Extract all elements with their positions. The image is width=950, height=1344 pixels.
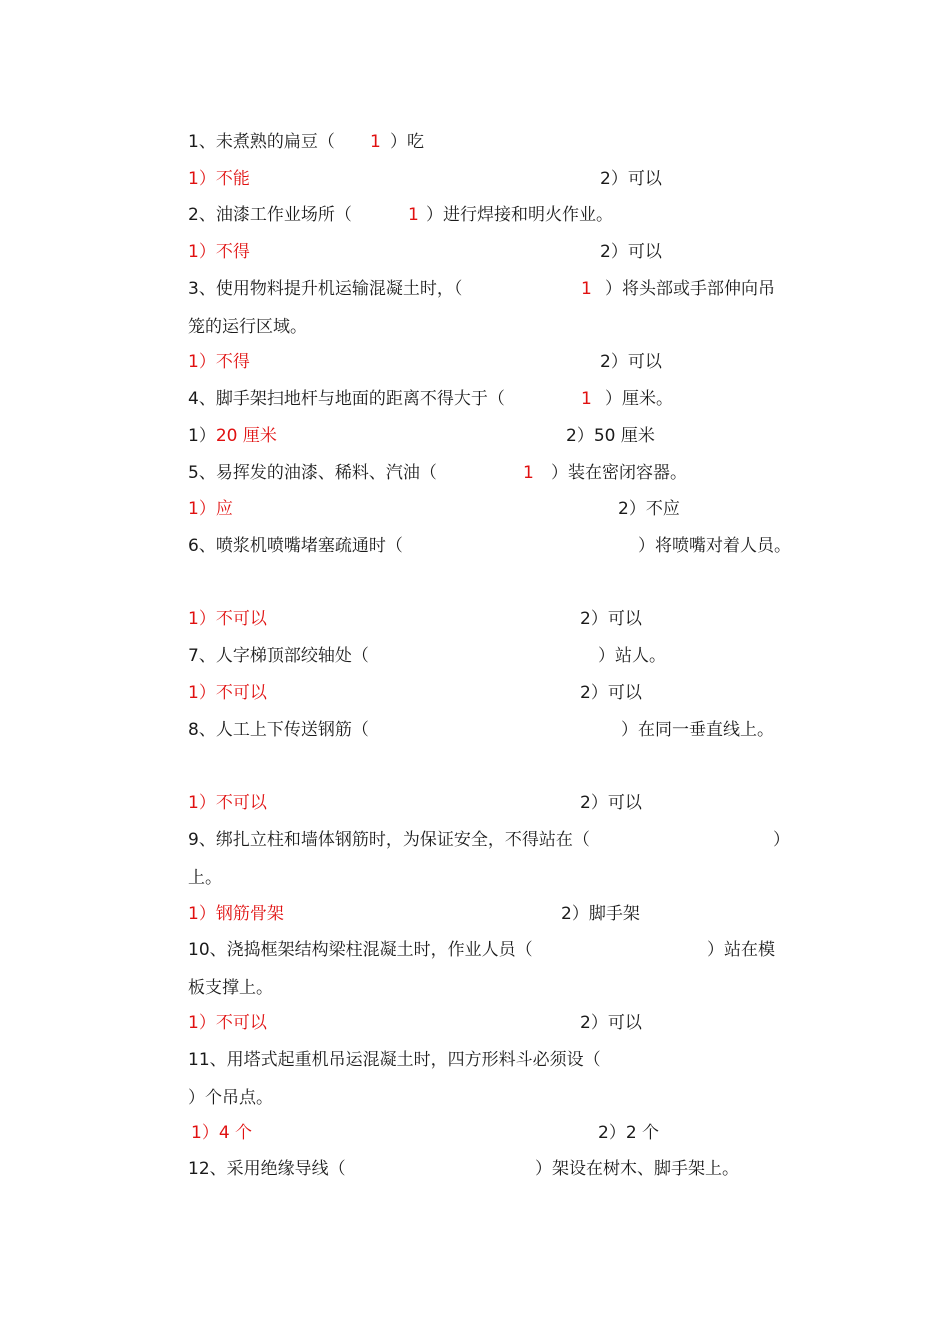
question-5-option-1: 1）应: [188, 499, 233, 519]
question-10-stem: 10、浇捣框架结构梁柱混凝土时，作业人员（: [188, 940, 533, 960]
question-10-continuation: 板支撑上。: [188, 978, 273, 998]
question-5-stem: 5、易挥发的油漆、稀料、汽油（: [188, 463, 437, 483]
question-9-close: ）: [773, 830, 790, 850]
question-6-close: ）将喷嘴对着人员。: [638, 536, 791, 556]
question-2-option-2: 2）可以: [600, 242, 662, 262]
question-3-option-1: 1）不得: [188, 352, 250, 372]
question-3-continuation: 笼的运行区域。: [188, 317, 307, 337]
question-6-option-2: 2）可以: [580, 609, 642, 629]
question-11-option-2: 2）2 个: [598, 1123, 660, 1143]
question-2-option-1: 1）不得: [188, 242, 250, 262]
question-8-option-1: 1）不可以: [188, 793, 267, 813]
question-5-option-2: 2）不应: [618, 499, 680, 519]
question-4-option-1-text: 20 厘米: [215, 426, 277, 446]
question-10-option-2: 2）可以: [580, 1013, 642, 1033]
question-3-answer: 1: [581, 279, 592, 299]
question-12-stem: 12、采用绝缘导线（: [188, 1159, 346, 1179]
question-7-option-2: 2）可以: [580, 683, 642, 703]
question-5-close: ）装在密闭容器。: [551, 463, 687, 483]
question-9-stem: 9、绑扎立柱和墙体钢筋时，为保证安全，不得站在（: [188, 830, 590, 850]
question-7-close: ）站人。: [598, 646, 666, 666]
question-6-stem: 6、喷浆机喷嘴堵塞疏通时（: [188, 536, 403, 556]
question-1-option-2: 2）可以: [600, 169, 662, 189]
question-8-option-2: 2）可以: [580, 793, 642, 813]
question-6-option-1: 1）不可以: [188, 609, 267, 629]
question-11-stem: 11、用塔式起重机吊运混凝土时，四方形料斗必须设（: [188, 1050, 601, 1070]
question-12-close: ）架设在树木、脚手架上。: [535, 1159, 739, 1179]
question-11-continuation: ）个吊点。: [188, 1088, 273, 1108]
question-2-stem: 2、油漆工作业场所（: [188, 205, 352, 225]
question-8-close: ）在同一垂直线上。: [621, 720, 774, 740]
question-3-close: ）将头部或手部伸向吊: [605, 279, 775, 299]
question-9-option-1: 1）钢筋骨架: [188, 904, 284, 924]
question-9-option-2: 2）脚手架: [561, 904, 640, 924]
question-4-stem: 4、脚手架扫地杆与地面的距离不得大于（: [188, 389, 505, 409]
question-1-option-1: 1）不能: [188, 169, 250, 189]
question-4-option-2: 2）50 厘米: [566, 426, 655, 446]
question-9-continuation: 上。: [188, 868, 222, 888]
question-2-answer: 1: [408, 205, 419, 225]
question-3-stem: 3、使用物料提升机运输混凝土时，（: [188, 279, 463, 299]
question-8-stem: 8、人工上下传送钢筋（: [188, 720, 369, 740]
question-4-close: ）厘米。: [605, 389, 673, 409]
question-10-close: ）站在模: [707, 940, 775, 960]
question-10-option-1: 1）不可以: [188, 1013, 267, 1033]
question-7-stem: 7、人字梯顶部绞轴处（: [188, 646, 369, 666]
question-1-answer: 1: [370, 132, 381, 152]
question-4-option-1-prefix: 1）: [188, 426, 216, 446]
question-4-answer: 1: [581, 389, 592, 409]
question-5-answer: 1: [523, 463, 534, 483]
question-7-option-1: 1）不可以: [188, 683, 267, 703]
question-4-option-1: [188, 425, 277, 447]
question-1-stem: 1、未煮熟的扁豆（: [188, 132, 335, 152]
question-1-close: ）吃: [390, 132, 424, 152]
question-2-close: ）进行焊接和明火作业。: [426, 205, 613, 225]
question-3-option-2: 2）可以: [600, 352, 662, 372]
question-11-option-1: 1）4 个: [191, 1123, 253, 1143]
